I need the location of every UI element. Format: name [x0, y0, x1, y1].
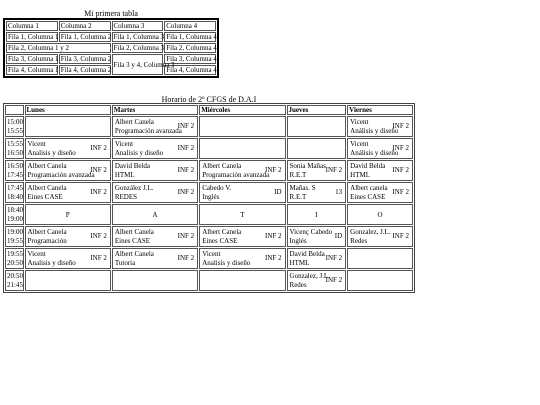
time-slot — [5, 138, 24, 159]
room-code: INF 2 — [392, 232, 409, 240]
class-cell — [112, 116, 198, 137]
room-code: INF 2 — [177, 232, 195, 240]
empty-cell — [25, 270, 111, 291]
class-cell — [287, 160, 347, 181]
day-header: Miércoles — [199, 105, 285, 115]
subject-name: Eines CASE — [202, 237, 238, 245]
class-cell — [199, 160, 285, 181]
table-cell: Fila 2, Columna 3 — [113, 44, 165, 52]
room-code: INF 2 — [325, 166, 343, 174]
time-slot — [5, 116, 24, 137]
room-code: INF 2 — [325, 254, 343, 262]
class-cell — [347, 116, 413, 137]
room-code: INF 2 — [392, 122, 409, 130]
table-cell: Fila 4, Columna 1 — [8, 66, 59, 74]
class-cell — [25, 248, 111, 269]
room-code: INF 2 — [90, 232, 107, 240]
time-slot — [5, 182, 24, 203]
subject-name: Analisis y diseño — [114, 149, 164, 157]
subject-name: Eines CASE — [27, 193, 63, 201]
schedule-row — [5, 160, 413, 181]
class-cell — [199, 226, 285, 247]
corner-cell — [5, 105, 24, 115]
table-row — [6, 54, 216, 64]
table-cell: Fila 2, Columna 1 y 2 — [6, 43, 111, 53]
table-header-cell: Columna 3 — [112, 21, 164, 31]
schedule-row — [5, 138, 413, 159]
subject-name: HTML — [289, 259, 310, 267]
class-cell — [112, 160, 198, 181]
class-cell — [287, 248, 347, 269]
time-start: 19:55 — [7, 249, 23, 258]
subject-name: HTML — [114, 171, 135, 179]
time-start: 17:45 — [7, 183, 23, 192]
empty-cell — [112, 270, 198, 291]
room-code: INF 2 — [177, 144, 195, 152]
subject-name: Análisis y diseño — [350, 127, 399, 135]
table-cell: Fila 3, Columna 1 — [8, 55, 59, 63]
time-end: 18:40 — [7, 192, 23, 201]
room-code: INF 2 — [265, 232, 282, 240]
table-cell: Fila 2, Columna 4 — [166, 44, 217, 52]
table-header-cell: Columna 2 — [59, 21, 111, 31]
teacher-name: David Belda — [350, 162, 386, 170]
class-cell — [112, 248, 198, 269]
table-cell: Fila 3, Columna 4 — [166, 55, 217, 63]
empty-cell — [287, 138, 347, 159]
room-code: INF 2 — [90, 188, 107, 196]
class-cell — [199, 248, 285, 269]
class-cell — [25, 138, 111, 159]
time-slot — [5, 204, 24, 225]
table-row — [6, 32, 216, 42]
subject-name: Eines CASE — [350, 193, 386, 201]
room-code: INF 2 — [265, 254, 282, 262]
time-end: 20:50 — [7, 258, 23, 267]
teacher-name: Vicent — [27, 140, 46, 148]
empty-cell — [347, 248, 413, 269]
empty-cell — [347, 270, 413, 291]
break-letter: T — [199, 204, 285, 225]
time-start: 20:50 — [7, 271, 23, 280]
class-cell — [287, 182, 347, 203]
room-code: ID — [334, 232, 343, 240]
first-table — [3, 18, 219, 78]
time-end: 19:55 — [7, 236, 23, 245]
table-cell: Fila 3 y 4, Columna 3 — [112, 54, 164, 75]
subject-name: Análisis y diseño — [350, 149, 399, 157]
class-cell — [25, 226, 111, 247]
teacher-name: Vicent — [350, 140, 369, 148]
day-header: Viernes — [347, 105, 413, 115]
time-slot — [5, 160, 24, 181]
subject-name: REDES — [114, 193, 138, 201]
room-code: INF 2 — [90, 144, 107, 152]
table-cell: Fila 4, Columna 4 — [166, 66, 217, 74]
room-code: INF 2 — [177, 122, 195, 130]
room-code: INF 2 — [392, 166, 409, 174]
table-header-cell: Columna 4 — [164, 21, 216, 31]
break-letter: P — [25, 204, 111, 225]
teacher-name: Albert Canela — [27, 162, 67, 170]
teacher-name: Vicent — [350, 118, 369, 126]
teacher-name: Albert Canela — [114, 118, 154, 126]
room-code: INF 2 — [392, 144, 409, 152]
table-cell: Fila 1, Columna 1 — [8, 33, 59, 41]
subject-name: HTML — [350, 171, 370, 179]
class-cell — [25, 160, 111, 181]
teacher-name: Albert Canela — [202, 162, 242, 170]
break-letter: O — [347, 204, 413, 225]
schedule-row — [5, 182, 413, 203]
subject-name: Inglés — [289, 237, 307, 245]
teacher-name: Gonzalez, J.L. — [289, 272, 330, 280]
day-header: Jueves — [287, 105, 347, 115]
teacher-name: David Belda — [114, 162, 151, 170]
schedule-table — [3, 103, 415, 293]
subject-name: Programación avanzada — [114, 127, 182, 135]
class-cell — [347, 182, 413, 203]
schedule-row — [5, 226, 413, 247]
empty-cell — [199, 270, 285, 291]
day-header: Martes — [112, 105, 198, 115]
time-slot — [5, 226, 24, 247]
table-header-cell: Columna 1 — [6, 21, 58, 31]
subject-name: Programación — [27, 237, 67, 245]
break-letter: I — [287, 204, 347, 225]
room-code: ID — [274, 188, 282, 196]
table-row — [6, 21, 216, 31]
room-code: INF 2 — [90, 166, 107, 174]
teacher-name: Vicent — [202, 250, 221, 258]
subject-name: Programación avanzada — [27, 171, 95, 179]
teacher-name: González J.L. — [114, 184, 154, 192]
subject-name: R.E.T — [289, 171, 307, 179]
table-row — [6, 43, 216, 53]
room-code: INF 2 — [177, 166, 195, 174]
empty-cell — [199, 138, 285, 159]
time-end: 17:45 — [7, 170, 23, 179]
room-code: INF 2 — [265, 166, 282, 174]
subject-name: R.E.T — [289, 193, 307, 201]
table-cell: Fila 4, Columna 2 — [60, 66, 112, 74]
teacher-name: Sonia Mañas — [289, 162, 326, 170]
empty-cell — [199, 116, 285, 137]
subject-name: Analisis y diseño — [27, 259, 76, 267]
teacher-name: Mañas. S — [289, 184, 316, 192]
schedule-row — [5, 248, 413, 269]
schedule-caption: Horario de 2º CFGS de D.A.I — [161, 95, 257, 104]
room-code: INF 2 — [325, 276, 343, 284]
break-letter: A — [112, 204, 198, 225]
teacher-name: Cabedo V. — [202, 184, 232, 192]
time-start: 15:00 — [7, 117, 23, 126]
table-cell: Fila 1, Columna 3 — [113, 33, 165, 41]
subject-name: Analisis y diseño — [27, 149, 76, 157]
class-cell — [25, 182, 111, 203]
room-code: INF 2 — [177, 254, 195, 262]
room-code: INF 2 — [90, 254, 107, 262]
table-row — [6, 65, 216, 75]
time-start: 18:40 — [7, 205, 23, 214]
empty-cell — [287, 116, 347, 137]
schedule-header-row — [5, 105, 413, 115]
teacher-name: Albert Canela — [27, 184, 67, 192]
time-slot — [5, 248, 24, 269]
time-end: 15:55 — [7, 126, 23, 135]
time-end: 16:50 — [7, 148, 23, 157]
break-row — [5, 204, 413, 225]
room-code: INF 2 — [177, 188, 195, 196]
teacher-name: Albert Canela — [27, 228, 67, 236]
schedule-row — [5, 116, 413, 137]
class-cell — [112, 182, 198, 203]
table-cell: Fila 3, Columna 2 — [60, 55, 112, 63]
teacher-name: Vicent — [27, 250, 46, 258]
subject-name: Tutoria — [114, 259, 136, 267]
time-start: 16:50 — [7, 161, 23, 170]
teacher-name: David Belda — [289, 250, 325, 258]
class-cell — [347, 226, 413, 247]
time-start: 19:00 — [7, 227, 23, 236]
time-start: 15:55 — [7, 139, 23, 148]
subject-name: Eines CASE — [114, 237, 151, 245]
class-cell — [287, 226, 347, 247]
empty-cell — [25, 116, 111, 137]
time-end: 21:45 — [7, 280, 23, 289]
subject-name: Redes — [350, 237, 368, 245]
class-cell — [199, 182, 285, 203]
table-cell: Fila 1, Columna 4 — [166, 33, 217, 41]
teacher-name: Gonzalez, J.L. — [350, 228, 391, 236]
subject-name: Redes — [289, 281, 307, 289]
teacher-name: Albert Canela — [202, 228, 242, 236]
subject-name: Analisis y diseño — [202, 259, 251, 267]
day-header: Lunes — [25, 105, 111, 115]
room-code: 13 — [335, 188, 343, 196]
schedule-row — [5, 270, 413, 291]
class-cell — [287, 270, 347, 291]
table-cell: Fila 1, Columna 2 — [60, 33, 112, 41]
teacher-name: Vicent — [114, 140, 134, 148]
class-cell — [112, 138, 198, 159]
time-end: 19:00 — [7, 214, 23, 223]
room-code: INF 2 — [392, 188, 409, 196]
teacher-name: Vicenç Cabedo — [289, 228, 333, 236]
time-slot — [5, 270, 24, 291]
class-cell — [347, 160, 413, 181]
subject-name: Programación avanzada — [202, 171, 270, 179]
table1-caption: Mi primera tabla — [84, 9, 138, 18]
teacher-name: Albert Canela — [114, 228, 154, 236]
teacher-name: Albert Canela — [114, 250, 154, 258]
teacher-name: Albert canela — [350, 184, 388, 192]
subject-name: Inglés — [202, 193, 220, 201]
class-cell — [347, 138, 413, 159]
class-cell — [112, 226, 198, 247]
